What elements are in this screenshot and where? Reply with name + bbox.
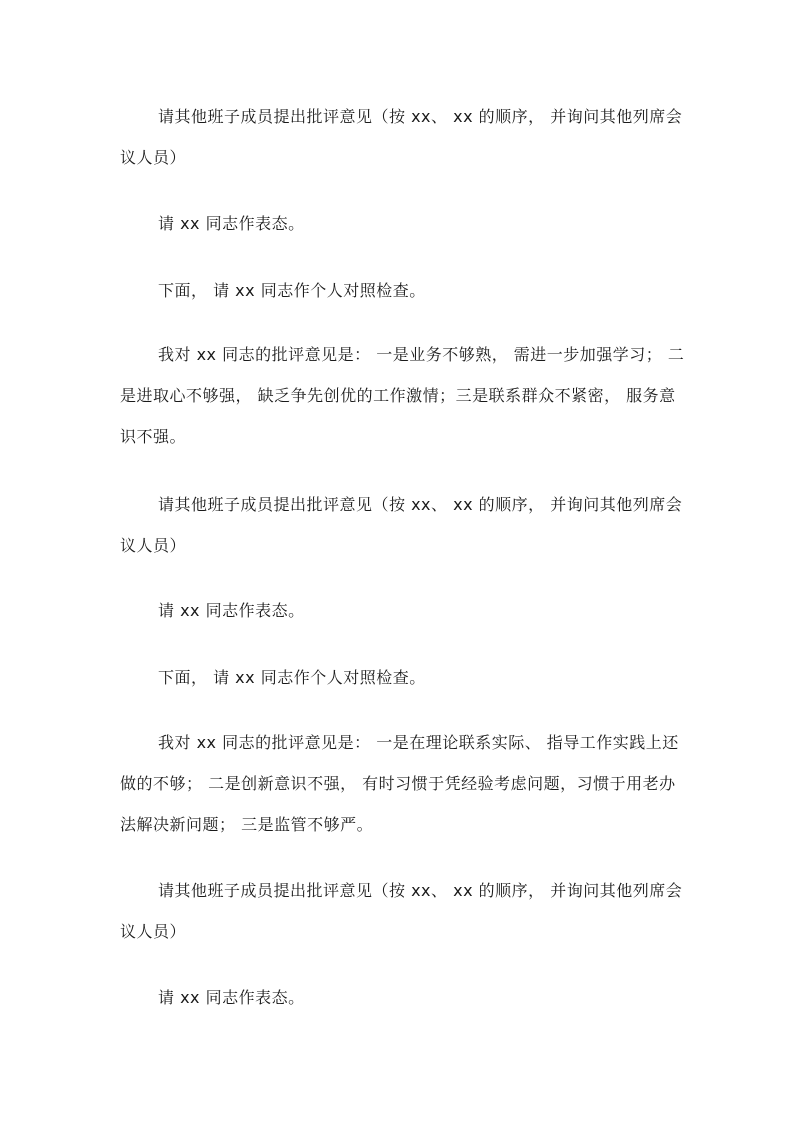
paragraph-criticism-opinion-2: 我对 xx 同志的批评意见是： 一是在理论联系实际、 指导工作实践上还做的不够； 二是创新意识不强， 有时习惯于凭经验考虑问题，习惯于用老办法解决新问题； 三是监管不够严。 (120, 733, 679, 834)
paragraph-statement-2: 请 xx 同志作表态。 (158, 601, 305, 620)
paragraph-statement-3: 请 xx 同志作表态。 (158, 988, 305, 1007)
paragraph-criticism-opinion-1: 我对 xx 同志的批评意见是： 一是业务不够熟， 需进一步加强学习； 二是进取心不够强， 缺乏争先创优的工作激情；三是联系群众不紧密， 服务意识不强。 (120, 345, 685, 446)
paragraph-request-criticism-2: 请其他班子成员提出批评意见（按 xx、 xx 的顺序， 并询问其他列席会议人员） (120, 495, 683, 555)
paragraph-request-criticism-3: 请其他班子成员提出批评意见（按 xx、 xx 的顺序， 并询问其他列席会议人员） (120, 881, 683, 941)
paragraph-self-check-1: 下面， 请 xx 同志作个人对照检查。 (158, 281, 426, 300)
paragraph-self-check-2: 下面， 请 xx 同志作个人对照检查。 (158, 668, 426, 687)
paragraph-request-criticism-1: 请其他班子成员提出批评意见（按 xx、 xx 的顺序， 并询问其他列席会议人员） (120, 107, 683, 167)
paragraph-statement-1: 请 xx 同志作表态。 (158, 214, 305, 233)
